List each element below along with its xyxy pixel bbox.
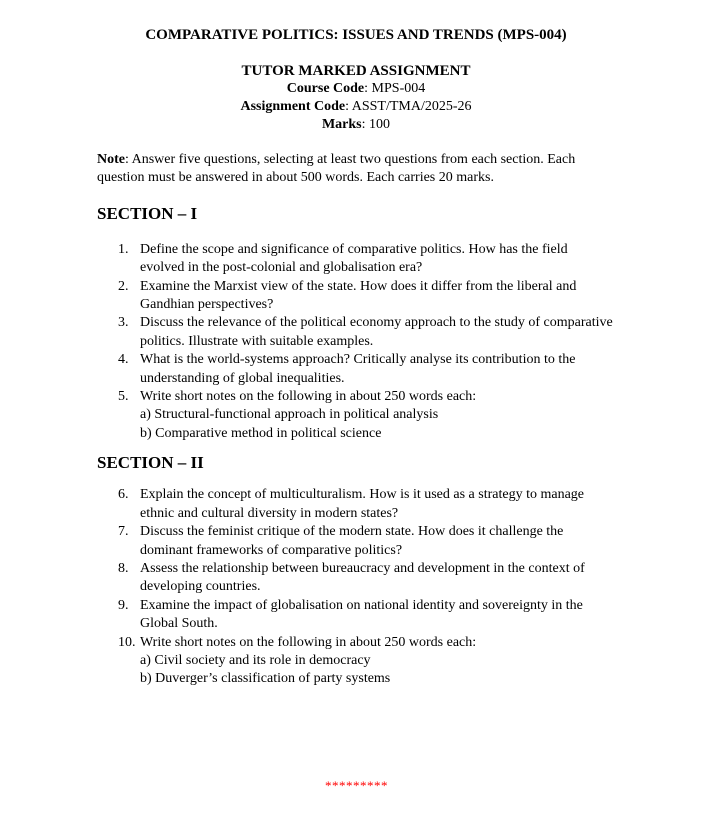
question-text: Define the scope and significance of comparative politics. How has the field evolved in the post-colonial and globalisation era?	[140, 241, 568, 276]
question-text: Examine the impact of globalisation on national identity and sovereignty in the Global South.	[140, 597, 583, 632]
question-number: 5.	[118, 389, 129, 405]
assignment-code-line	[97, 98, 615, 116]
footer-asterisks: *********	[325, 778, 388, 793]
question-item-8	[118, 560, 615, 597]
question-text: Discuss the relevance of the political economy approach to the study of comparative politics. Illustrate with suitable examples.	[140, 315, 613, 349]
assignment-subtitle: TUTOR MARKED ASSIGNMENT	[241, 63, 471, 79]
question-text-block	[140, 634, 615, 689]
question-subitem-b: b) Duverger’s classification of party systems	[140, 671, 391, 687]
course-code-value: : MPS-004	[364, 81, 426, 96]
question-number: 10.	[118, 634, 136, 650]
question-text: Discuss the feminist critique of the modern state. How does it challenge the dominant frameworks of comparative politics?	[140, 524, 564, 558]
marks-line	[97, 116, 615, 134]
question-subitem-a: a) Structural-functional approach in political analysis	[140, 407, 439, 423]
question-number: 4.	[118, 352, 129, 368]
assignment-code-label: Assignment Code	[240, 99, 346, 114]
document-title: COMPARATIVE POLITICS: ISSUES AND TRENDS (MPS-004)	[145, 27, 567, 43]
question-item-4	[118, 351, 615, 388]
course-code-label: Course Code	[286, 81, 365, 96]
question-number: 3.	[118, 315, 129, 331]
question-number: 7.	[118, 524, 129, 540]
section-2-heading: SECTION – II	[97, 453, 204, 473]
question-text: Assess the relationship between bureaucracy and development in the context of developing countries.	[140, 560, 585, 595]
question-text: Explain the concept of multiculturalism. How is it used as a strategy to manage ethnic and cultural diversity in modern states?	[140, 487, 585, 521]
question-subitem-a: a) Civil society and its role in democracy	[140, 652, 371, 668]
assignment-code-value: : ASST/TMA/2025-26	[345, 99, 472, 114]
question-item-6	[118, 486, 615, 523]
question-item-7	[118, 523, 615, 560]
section-1-heading: SECTION – I	[97, 203, 198, 223]
question-item-5	[118, 388, 615, 443]
question-text: Examine the Marxist view of the state. How does it differ from the liberal and Gandhian perspectives?	[140, 278, 577, 313]
section-1-question-list	[97, 241, 615, 443]
question-text: What is the world-systems approach? Critically analyse its contribution to the understanding of global inequalities.	[140, 352, 576, 386]
question-item-1	[118, 241, 615, 278]
note-label: Note	[97, 152, 125, 167]
question-number: 9.	[118, 597, 129, 613]
course-code-line	[97, 80, 615, 98]
note-paragraph	[97, 151, 615, 188]
marks-value: : 100	[361, 117, 391, 132]
note-text: : Answer five questions, selecting at least two questions from each section. Each question must be answered in about 500 words. Each carries 20 marks.	[97, 152, 576, 186]
document-header	[97, 26, 615, 134]
question-text-block	[140, 388, 615, 443]
question-text: Write short notes on the following in about 250 words each:	[140, 389, 477, 405]
question-text: Write short notes on the following in about 250 words each:	[140, 634, 477, 650]
question-item-9	[118, 597, 615, 634]
question-number: 2.	[118, 278, 129, 294]
marks-label: Marks	[321, 117, 362, 132]
question-number: 6.	[118, 487, 129, 503]
section-2-question-list	[97, 486, 615, 688]
question-item-10	[118, 634, 615, 689]
question-number: 1.	[118, 241, 129, 257]
question-item-3	[118, 314, 615, 351]
question-number: 8.	[118, 560, 129, 576]
question-subitem-b: b) Comparative method in political science	[140, 425, 382, 441]
question-item-2	[118, 278, 615, 315]
